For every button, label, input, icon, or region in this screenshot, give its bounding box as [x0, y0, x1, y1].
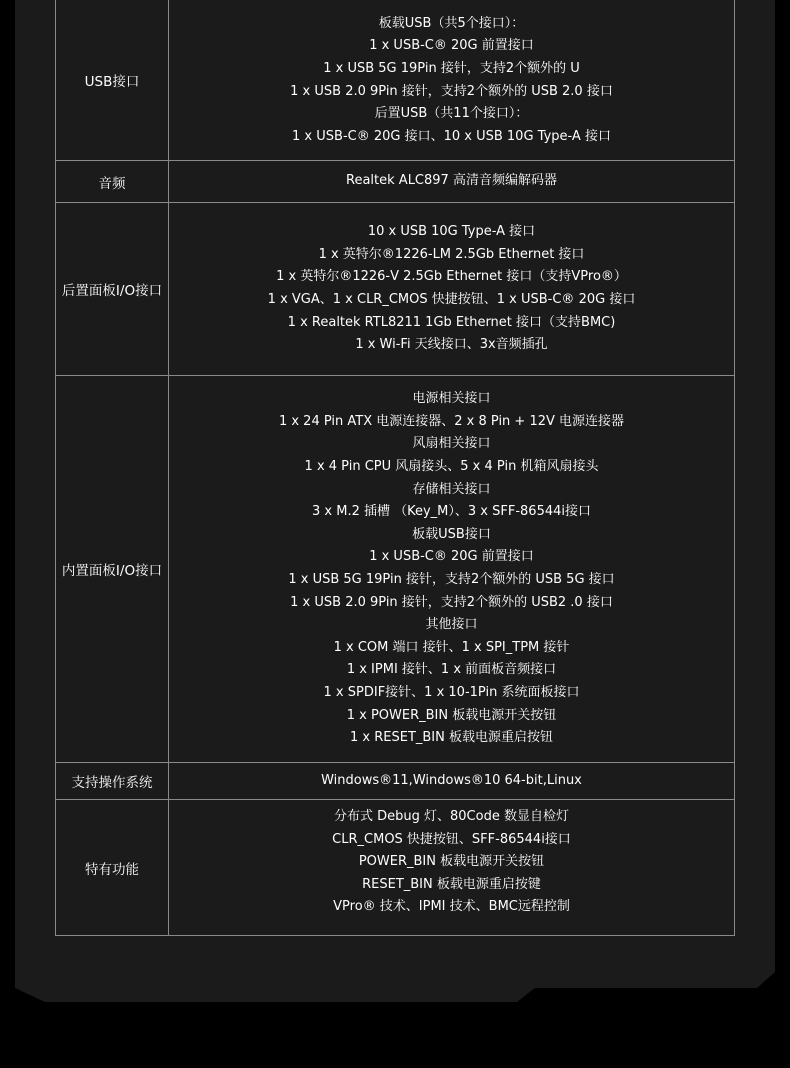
- spec-row-os: [56, 763, 735, 800]
- spec-line: 1 x Realtek RTL8211 1Gb Ethernet 接口（支持BMC): [287, 314, 616, 330]
- spec-line: 分布式 Debug 灯、80Code 数显自检灯: [334, 809, 569, 825]
- spec-line: 1 x USB-C® 20G 前置接口: [369, 549, 534, 565]
- spec-line: 风扇相关接口: [412, 436, 491, 452]
- spec-line: VPro® 技术、IPMI 技术、BMC远程控制: [333, 899, 570, 915]
- row-label-internal-io: 内置面板I/O接口: [56, 376, 169, 763]
- spec-line: 板载USB（共5个接口）：: [378, 15, 525, 31]
- spec-line: CLR_CMOS 快捷按钮、SFF-86544i接口: [332, 831, 571, 847]
- spec-line: 1 x USB 2.0 9Pin 接针，支持2个额外的 USB 2.0 接口: [290, 83, 613, 99]
- row-value-features: [169, 800, 735, 936]
- spec-line: 1 x 英特尔®1226-LM 2.5Gb Ethernet 接口: [318, 246, 585, 262]
- spec-table: [55, 0, 735, 936]
- spec-line: 1 x COM 端口 接针、1 x SPI_TPM 接针: [333, 639, 570, 655]
- spec-line: 1 x USB 5G 19Pin 接针，支持2个额外的 U: [323, 60, 580, 76]
- spec-line: 其他接口: [425, 617, 478, 633]
- spec-line: 1 x SPDIF接针、1 x 10-1Pin 系统面板接口: [323, 684, 580, 700]
- spec-line: 存储相关接口: [412, 481, 491, 497]
- spec-line: 1 x VGA、1 x CLR_CMOS 快捷按钮、1 x USB-C® 20G 接口: [267, 292, 636, 307]
- row-label-usb: USB接口: [56, 0, 169, 161]
- row-value-rear-io: [169, 203, 735, 376]
- spec-line: 1 x USB 2.0 9Pin 接针，支持2个额外的 USB2 .0 接口: [290, 594, 613, 610]
- spec-line: 1 x RESET_BIN 板载电源重启按钮: [350, 730, 553, 746]
- spec-line: RESET_BIN 板载电源重启按键: [362, 876, 541, 892]
- row-value-internal-io: [169, 376, 735, 763]
- spec-line: 1 x USB-C® 20G 接口、10 x USB 10G Type-A 接口: [292, 128, 611, 144]
- spec-line: 后置USB（共11个接口）：: [374, 106, 529, 122]
- row-value-audio: [169, 161, 735, 203]
- row-label-os: 支持操作系统: [56, 763, 169, 800]
- spec-row-rear-io: [56, 203, 735, 376]
- spec-line: 电源相关接口: [412, 391, 491, 407]
- spec-row-usb: [56, 0, 735, 161]
- spec-row-features: [56, 800, 735, 936]
- spec-row-audio: [56, 161, 735, 203]
- spec-line: POWER_BIN 板载电源开关按钮: [358, 854, 545, 870]
- spec-line: 1 x POWER_BIN 板载电源开关按钮: [346, 707, 557, 723]
- spec-line: 1 x Wi-Fi 天线接口、3x音频插孔: [355, 337, 548, 353]
- spec-line: 1 x 4 Pin CPU 风扇接头、5 x 4 Pin 机箱风扇接头: [304, 459, 599, 475]
- row-value-usb: [169, 0, 735, 161]
- spec-line: Realtek ALC897 高清音频编解码器: [346, 173, 557, 189]
- spec-line: 10 x USB 10G Type-A 接口: [367, 224, 536, 240]
- row-value-os: [169, 763, 735, 800]
- spec-line: 1 x 24 Pin ATX 电源连接器、2 x 8 Pin + 12V 电源连接器: [278, 413, 625, 429]
- spec-line: 3 x M.2 插槽 （Key_M）、3 x SFF-86544i接口: [312, 504, 591, 520]
- spec-line: 板载USB接口: [412, 526, 491, 542]
- row-label-features: 特有功能: [56, 800, 169, 936]
- row-label-rear-io: 后置面板I/O接口: [56, 203, 169, 376]
- spec-line: 1 x USB 5G 19Pin 接针，支持2个额外的 USB 5G 接口: [288, 572, 615, 587]
- spec-line: Windows®11,Windows®10 64-bit,Linux: [321, 772, 582, 788]
- spec-line: 1 x 英特尔®1226-V 2.5Gb Ethernet 接口（支持VPro®）: [276, 269, 627, 285]
- spec-line: 1 x USB-C® 20G 前置接口: [369, 38, 534, 54]
- spec-line: 1 x IPMI 接针、1 x 前面板音频接口: [346, 662, 557, 678]
- spec-row-internal-io: [56, 376, 735, 763]
- row-label-audio: 音频: [56, 161, 169, 203]
